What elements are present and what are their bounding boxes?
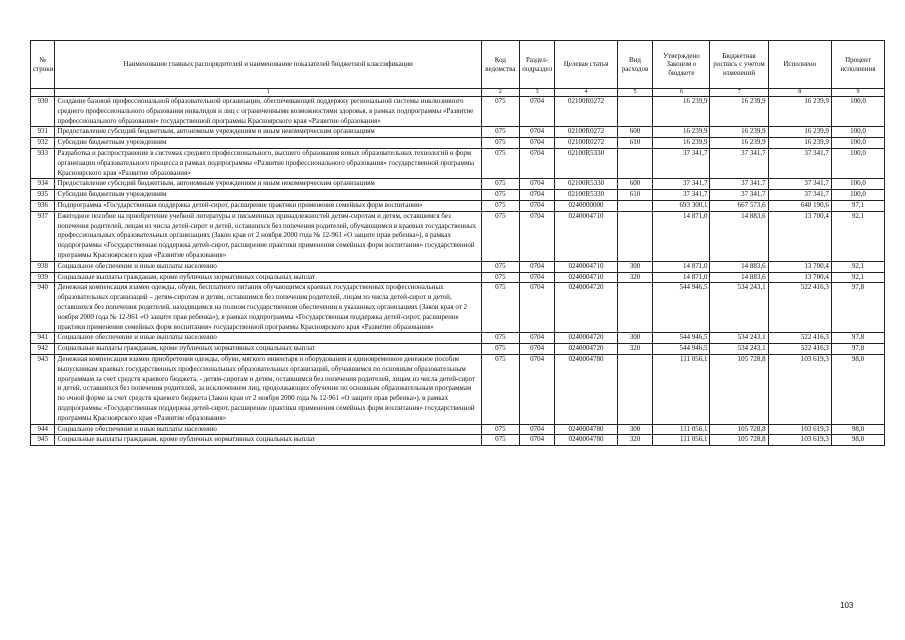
expense-type-cell: 320 [617,435,653,446]
header-executed: Исполнено [768,41,831,89]
executed-cell: 37 341,7 [768,148,831,178]
table-row [31,272,885,283]
percent-cell: 92,1 [831,261,884,272]
target-cell: 02100R5330 [555,179,617,190]
dept-code-cell: 075 [481,283,519,333]
approved-cell: 14 871,0 [653,272,710,283]
section-cell: 0704 [519,148,555,178]
column-number: 4 [555,89,617,97]
table-row [31,333,885,344]
dept-code-cell: 075 [481,424,519,435]
section-cell: 0704 [519,211,555,261]
row-number-cell: 936 [31,200,55,211]
column-number: 6 [653,89,710,97]
expense-type-cell: 300 [617,261,653,272]
section-cell: 0704 [519,190,555,201]
executed-cell: 522 416,3 [768,283,831,333]
dept-code-cell: 075 [481,97,519,127]
row-number-cell: 940 [31,283,55,333]
column-number: 1 [55,89,481,97]
section-cell: 0704 [519,179,555,190]
column-number: 9 [831,89,884,97]
row-name-cell: Денежная компенсация взамен приобретения одежды, обуви, мягкого инвентаря и оборудования и единовременное денежное пособие выпускникам краевых государственных профессиональных образовательных организаций, обучавшимся по основным образовательным программам за счет средств краевого бюджета, - детям-сиротам и детям, оставшимся без попечения родителей, лицам из числа детей-сирот и детей, оставшихся без попечения родителей, за исключением лиц, продолжающих обучение по основным образовательным программам по очной форме за счет средств краевого бюджета (Закон края от 2 ноября 2000 года № 12-961 «О защите прав ребенка»), в рамках подпрограммы «Государственная поддержка детей-сирот, расширение практики применения семейных форм воспитания» государственной программы Красноярского края «Развитие образования» [55,354,481,424]
percent-cell: 100,0 [831,127,884,138]
section-cell: 0704 [519,200,555,211]
row-number-cell: 932 [31,138,55,149]
table-row [31,261,885,272]
header-row-no: № строки [31,41,55,89]
section-cell: 0704 [519,354,555,424]
approved-cell: 16 239,9 [653,127,710,138]
budget-list-cell: 37 341,7 [710,190,768,201]
target-cell: 0240004710 [555,211,617,261]
row-name-cell: Предоставление субсидий бюджетным, автономным учреждениям и иным некоммерческим организациям [55,127,481,138]
budget-list-cell: 667 573,6 [710,200,768,211]
target-cell: 0240000000 [555,200,617,211]
approved-cell: 544 946,5 [653,283,710,333]
expense-type-cell: 610 [617,190,653,201]
row-name-cell: Предоставление субсидий бюджетным, автономным учреждениям и иным некоммерческим организациям [55,179,481,190]
executed-cell: 103 619,3 [768,354,831,424]
approved-cell: 37 341,7 [653,179,710,190]
executed-cell: 16 239,9 [768,97,831,127]
row-name-cell: Подпрограмма «Государственная поддержка детей-сирот, расширение практики применения семейных форм воспитания» [55,200,481,211]
dept-code-cell: 075 [481,138,519,149]
approved-cell: 544 946,5 [653,344,710,355]
target-cell: 0240004780 [555,354,617,424]
row-name-cell: Социальное обеспечение и иные выплаты населению [55,333,481,344]
expense-type-cell: 610 [617,138,653,149]
executed-cell: 103 619,3 [768,424,831,435]
approved-cell: 37 341,7 [653,148,710,178]
approved-cell: 693 300,1 [653,200,710,211]
target-cell: 02100R5330 [555,190,617,201]
approved-cell: 111 056,1 [653,354,710,424]
table-row [31,190,885,201]
budget-list-cell: 14 883,6 [710,261,768,272]
budget-list-cell: 105 728,8 [710,354,768,424]
row-name-cell: Ежегодное пособие на приобретение учебной литературы и письменных принадлежностей детям-сиротам и детям, оставшимся без попечения родителей, лицам из числа детей-сирот и детей, оставшихся без попечения родителей, обучающимся в краевых государственных профессиональных образовательных организациях (Закон края от 2 ноября 2000 года № 12-961 «О защите прав ребенка»), в рамках подпрограммы «Государственная поддержка детей-сирот, расширение практики применения семейных форм воспитания» государственной программы Красноярского края «Развитие образования» [55,211,481,261]
row-number-cell: 945 [31,435,55,446]
percent-cell: 97,1 [831,200,884,211]
section-cell: 0704 [519,97,555,127]
section-cell: 0704 [519,138,555,149]
budget-list-cell: 534 243,1 [710,283,768,333]
row-number-cell: 931 [31,127,55,138]
table-row [31,179,885,190]
expense-type-cell [617,148,653,178]
row-number-cell: 934 [31,179,55,190]
budget-list-cell: 14 883,6 [710,272,768,283]
row-name-cell: Создание базовой профессиональной образовательной организации, обеспечивающей поддержку региональной системы инклюзивного среднего профессионального образования инвалидов и лиц с ограниченными возможностями здоровья, в рамках подпрограммы «Развитие профессионального образования» государственной программы Красноярского края «Развитие образования» [55,97,481,127]
expense-type-cell [617,283,653,333]
dept-code-cell: 075 [481,179,519,190]
approved-cell: 37 341,7 [653,190,710,201]
percent-cell: 97,8 [831,344,884,355]
column-number: 3 [519,89,555,97]
target-cell: 02100R5330 [555,148,617,178]
percent-cell: 98,0 [831,424,884,435]
expense-type-cell [617,97,653,127]
percent-cell: 100,0 [831,138,884,149]
budget-list-cell: 105 728,8 [710,435,768,446]
row-name-cell: Социальные выплаты гражданам, кроме публичных нормативных социальных выплат [55,272,481,283]
percent-cell: 92,1 [831,211,884,261]
column-number-row [31,89,885,97]
dept-code-cell: 075 [481,211,519,261]
percent-cell: 100,0 [831,97,884,127]
percent-cell: 97,8 [831,333,884,344]
budget-list-cell: 16 239,9 [710,97,768,127]
executed-cell: 13 700,4 [768,272,831,283]
percent-cell: 100,0 [831,179,884,190]
dept-code-cell: 075 [481,127,519,138]
table-body [31,97,885,446]
row-name-cell: Социальное обеспечение и иные выплаты населению [55,261,481,272]
column-number: 8 [768,89,831,97]
executed-cell: 13 700,4 [768,211,831,261]
percent-cell: 97,8 [831,283,884,333]
dept-code-cell: 075 [481,344,519,355]
table-row [31,97,885,127]
target-cell: 0240004710 [555,272,617,283]
approved-cell: 14 871,0 [653,211,710,261]
executed-cell: 103 619,3 [768,435,831,446]
row-name-cell: Социальные выплаты гражданам, кроме публичных нормативных социальных выплат [55,344,481,355]
budget-list-cell: 534 243,1 [710,333,768,344]
header-percent: Процент исполнения [831,41,884,89]
approved-cell: 544 946,5 [653,333,710,344]
dept-code-cell: 075 [481,200,519,211]
percent-cell: 98,0 [831,354,884,424]
header-name: Наименование главных распорядителей и наименование показателей бюджетной классификации [55,41,481,89]
approved-cell: 111 056,1 [653,435,710,446]
header-target: Целевая статья [555,41,617,89]
budget-list-cell: 105 728,8 [710,424,768,435]
row-name-cell: Денежная компенсация взамен одежды, обуви, бесплатного питания обучающимся краевых государственных профессиональных образовательных организаций – детям-сиротам и детям, оставшимся без попечения родителей, лицам из числа детей-сирот и детей, оставшихся без попечения родителей, находящимся на полном государственном обеспечении в указанных организациях (Закон края от 2 ноября 2000 года № 12-961 «О защите прав ребенка»), в рамках подпрограммы «Государственная поддержка детей-сирот, расширение практики применения семейных форм воспитания» государственной программы Красноярского края «Развитие образования» [55,283,481,333]
header-row [31,41,885,89]
executed-cell: 37 341,7 [768,179,831,190]
table-row [31,211,885,261]
expense-type-cell: 300 [617,333,653,344]
table-row [31,200,885,211]
percent-cell: 92,1 [831,272,884,283]
budget-list-cell: 37 341,7 [710,148,768,178]
row-number-cell: 937 [31,211,55,261]
executed-cell: 522 416,3 [768,344,831,355]
executed-cell: 522 416,3 [768,333,831,344]
column-number: 2 [481,89,519,97]
column-number: 5 [617,89,653,97]
row-number-cell: 933 [31,148,55,178]
header-budget-list: Бюджетная роспись с учетом изменений [710,41,768,89]
budget-list-cell: 37 341,7 [710,179,768,190]
executed-cell: 16 239,9 [768,138,831,149]
row-number-cell: 943 [31,354,55,424]
header-section: Раздел-подраздел [519,41,555,89]
expense-type-cell [617,354,653,424]
executed-cell: 648 190,6 [768,200,831,211]
budget-list-cell: 16 239,9 [710,138,768,149]
header-dept-code: Код ведомства [481,41,519,89]
approved-cell: 14 871,0 [653,261,710,272]
table-row [31,283,885,333]
row-number-cell: 942 [31,344,55,355]
executed-cell: 37 341,7 [768,190,831,201]
section-cell: 0704 [519,344,555,355]
table-row [31,148,885,178]
percent-cell: 100,0 [831,148,884,178]
target-cell: 0240004780 [555,424,617,435]
expense-type-cell: 320 [617,272,653,283]
expense-type-cell: 600 [617,127,653,138]
row-name-cell: Социальные выплаты гражданам, кроме публичных нормативных социальных выплат [55,435,481,446]
expense-type-cell [617,211,653,261]
executed-cell: 13 700,4 [768,261,831,272]
row-number-cell: 930 [31,97,55,127]
section-cell: 0704 [519,333,555,344]
dept-code-cell: 075 [481,435,519,446]
target-cell: 0240004720 [555,344,617,355]
section-cell: 0704 [519,424,555,435]
dept-code-cell: 075 [481,333,519,344]
target-cell: 0240004720 [555,333,617,344]
section-cell: 0704 [519,272,555,283]
table-row [31,354,885,424]
executed-cell: 16 239,9 [768,127,831,138]
page-number: 103 [840,601,854,610]
dept-code-cell: 075 [481,148,519,178]
target-cell: 02100R0272 [555,97,617,127]
dept-code-cell: 075 [481,272,519,283]
row-number-cell: 941 [31,333,55,344]
expense-type-cell: 600 [617,179,653,190]
row-number-cell: 939 [31,272,55,283]
section-cell: 0704 [519,435,555,446]
target-cell: 0240004780 [555,435,617,446]
table-row [31,435,885,446]
row-name-cell: Социальное обеспечение и иные выплаты населению [55,424,481,435]
table-row [31,138,885,149]
section-cell: 0704 [519,127,555,138]
budget-list-cell: 16 239,9 [710,127,768,138]
table-row [31,127,885,138]
table-row [31,424,885,435]
row-number-cell: 935 [31,190,55,201]
dept-code-cell: 075 [481,190,519,201]
row-number-cell: 938 [31,261,55,272]
header-approved: Утверждено Законом о бюджете [653,41,710,89]
row-name-cell: Субсидии бюджетным учреждениям [55,190,481,201]
row-number-cell: 944 [31,424,55,435]
table-row [31,344,885,355]
row-name-cell: Разработка и распространение в системах среднего профессионального, высшего образования новых образовательных технологий и форм организации образовательного процесса в рамках подпрограммы «Развитие профессионального образования» государственной программы Красноярского края «Развитие образования» [55,148,481,178]
dept-code-cell: 075 [481,261,519,272]
row-name-cell: Субсидии бюджетным учреждениям [55,138,481,149]
percent-cell: 98,0 [831,435,884,446]
approved-cell: 111 056,1 [653,424,710,435]
expense-type-cell [617,200,653,211]
section-cell: 0704 [519,283,555,333]
dept-code-cell: 075 [481,354,519,424]
header-expense-type: Вид расходов [617,41,653,89]
target-cell: 02100R0272 [555,138,617,149]
target-cell: 0240004720 [555,283,617,333]
column-number: 7 [710,89,768,97]
column-number [31,89,55,97]
expense-type-cell: 320 [617,344,653,355]
budget-execution-table [30,40,885,446]
approved-cell: 16 239,9 [653,138,710,149]
target-cell: 0240004710 [555,261,617,272]
target-cell: 02100R0272 [555,127,617,138]
budget-list-cell: 534 243,1 [710,344,768,355]
budget-list-cell: 14 883,6 [710,211,768,261]
expense-type-cell: 300 [617,424,653,435]
percent-cell: 100,0 [831,190,884,201]
section-cell: 0704 [519,261,555,272]
approved-cell: 16 239,9 [653,97,710,127]
